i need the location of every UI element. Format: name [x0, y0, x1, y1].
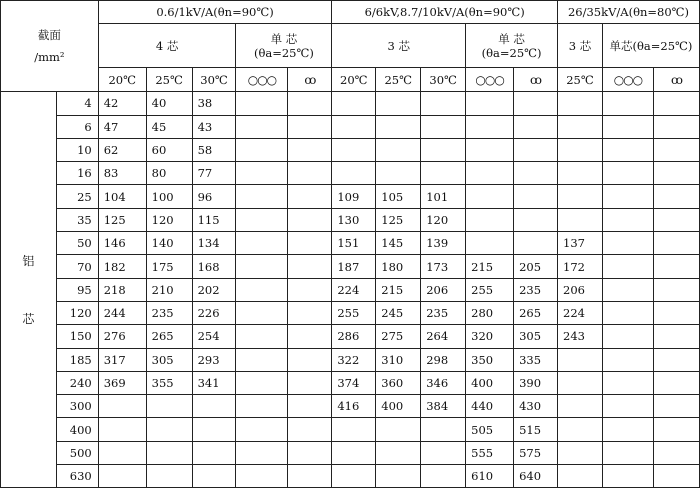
- ampacity-cell: 125: [98, 208, 146, 231]
- ampacity-cell: [376, 418, 421, 441]
- ampacity-cell: [653, 115, 699, 138]
- ampacity-cell: [236, 465, 288, 488]
- ampacity-cell: [421, 92, 466, 115]
- ampacity-cell: [421, 138, 466, 161]
- ampacity-cell: 416: [332, 395, 376, 418]
- ampacity-cell: [602, 232, 653, 255]
- g1-single-label: 单 芯: [270, 31, 298, 46]
- cross-section-cell: 300: [56, 395, 98, 418]
- ampacity-cell: [653, 232, 699, 255]
- ampacity-cell: [602, 371, 653, 394]
- ampacity-cell: 280: [466, 301, 514, 324]
- table-row: [1, 441, 700, 464]
- ampacity-cell: 125: [376, 208, 421, 231]
- ampacity-cell: [653, 465, 699, 488]
- ampacity-cell: 109: [332, 185, 376, 208]
- ampacity-cell: [514, 208, 558, 231]
- ampacity-cell: [653, 138, 699, 161]
- ampacity-cell: [602, 418, 653, 441]
- ampacity-cell: [602, 348, 653, 371]
- ampacity-cell: 430: [514, 395, 558, 418]
- ampacity-cell: 62: [98, 138, 146, 161]
- ampacity-cell: 276: [98, 325, 146, 348]
- ampacity-cell: 264: [421, 325, 466, 348]
- g2-single-temp: (θa=25℃): [481, 45, 542, 60]
- ampacity-cell: [98, 395, 146, 418]
- ampacity-cell: [236, 418, 288, 441]
- cross-section-cell: 120: [56, 301, 98, 324]
- ampacity-cell: 243: [558, 325, 603, 348]
- ampacity-cell: [466, 138, 514, 161]
- material-label-char: 铝: [22, 253, 35, 268]
- ampacity-cell: [332, 92, 376, 115]
- ampacity-cell: [236, 441, 288, 464]
- ampacity-cell: 104: [98, 185, 146, 208]
- ampacity-cell: 47: [98, 115, 146, 138]
- ampacity-cell: [558, 418, 603, 441]
- ampacity-cell: [236, 395, 288, 418]
- ampacity-cell: [421, 465, 466, 488]
- ampacity-cell: 440: [466, 395, 514, 418]
- ampacity-cell: 275: [376, 325, 421, 348]
- ampacity-cell: [288, 115, 332, 138]
- ampacity-cell: 293: [192, 348, 236, 371]
- ampacity-cell: [332, 138, 376, 161]
- ampacity-cell: 320: [466, 325, 514, 348]
- ampacity-cell: [146, 395, 192, 418]
- section-unit: /mm²: [34, 50, 65, 65]
- table-row: [1, 395, 700, 418]
- ampacity-cell: 134: [192, 232, 236, 255]
- ampacity-cell: 265: [514, 301, 558, 324]
- ampacity-cell: [602, 162, 653, 185]
- ampacity-cell: [602, 185, 653, 208]
- ampacity-cell: 60: [146, 138, 192, 161]
- ampacity-cell: [558, 115, 603, 138]
- ampacity-cell: 610: [466, 465, 514, 488]
- trefoil-formation-icon: ꝏ: [514, 68, 558, 92]
- g2-single-label: 单 芯: [498, 31, 525, 46]
- temp-header: 25℃: [376, 68, 421, 92]
- ampacity-cell: [236, 325, 288, 348]
- ampacity-cell: 298: [421, 348, 466, 371]
- temp-header: 25℃: [146, 68, 192, 92]
- ampacity-cell: [376, 162, 421, 185]
- ampacity-cell: 235: [514, 278, 558, 301]
- ampacity-cell: 384: [421, 395, 466, 418]
- ampacity-cell: 505: [466, 418, 514, 441]
- ampacity-cell: [558, 92, 603, 115]
- ampacity-cell: 140: [146, 232, 192, 255]
- ampacity-cell: 355: [146, 371, 192, 394]
- ampacity-cell: [288, 138, 332, 161]
- ampacity-cell: 235: [421, 301, 466, 324]
- ampacity-cell: 244: [98, 301, 146, 324]
- ampacity-cell: [602, 325, 653, 348]
- table-row: [1, 208, 700, 231]
- ampacity-cell: [236, 92, 288, 115]
- ampacity-cell: 224: [332, 278, 376, 301]
- ampacity-cell: [602, 278, 653, 301]
- ampacity-cell: [288, 278, 332, 301]
- table-row: [1, 138, 700, 161]
- ampacity-cell: 515: [514, 418, 558, 441]
- ampacity-cell: [288, 441, 332, 464]
- ampacity-cell: [558, 465, 603, 488]
- ampacity-cell: 235: [146, 301, 192, 324]
- ampacity-cell: 400: [376, 395, 421, 418]
- ampacity-cell: [602, 395, 653, 418]
- ampacity-cell: [376, 92, 421, 115]
- ampacity-cell: 555: [466, 441, 514, 464]
- ampacity-cell: [602, 441, 653, 464]
- ampacity-cell: [376, 115, 421, 138]
- ampacity-cell: 265: [146, 325, 192, 348]
- ampacity-cell: [602, 138, 653, 161]
- ampacity-cell: [146, 418, 192, 441]
- flat-formation-icon: ○○○: [236, 68, 288, 92]
- ampacity-cell: [466, 115, 514, 138]
- ampacity-cell: 139: [421, 232, 466, 255]
- table-row: [1, 325, 700, 348]
- ampacity-cell: [558, 371, 603, 394]
- ampacity-cell: 205: [514, 255, 558, 278]
- ampacity-cell: [653, 301, 699, 324]
- material-label-cell: [1, 92, 57, 488]
- ampacity-cell: 575: [514, 441, 558, 464]
- ampacity-cell: 105: [376, 185, 421, 208]
- ampacity-cell: [192, 395, 236, 418]
- ampacity-cell: 322: [332, 348, 376, 371]
- ampacity-cell: [236, 278, 288, 301]
- ampacity-cell: 215: [376, 278, 421, 301]
- ampacity-cell: 245: [376, 301, 421, 324]
- ampacity-cell: [376, 465, 421, 488]
- ampacity-cell: 369: [98, 371, 146, 394]
- ampacity-cell: [332, 465, 376, 488]
- ampacity-cell: [653, 208, 699, 231]
- section-header-cell: [1, 1, 99, 92]
- ampacity-cell: [288, 325, 332, 348]
- ampacity-cell: [236, 115, 288, 138]
- table-row: [1, 348, 700, 371]
- ampacity-cell: [332, 162, 376, 185]
- ampacity-cell: 310: [376, 348, 421, 371]
- ampacity-cell: [332, 115, 376, 138]
- ampacity-cell: [466, 185, 514, 208]
- ampacity-cell: 305: [514, 325, 558, 348]
- ampacity-cell: [466, 162, 514, 185]
- ampacity-cell: [332, 441, 376, 464]
- ampacity-cell: [466, 232, 514, 255]
- cross-section-cell: 25: [56, 185, 98, 208]
- ampacity-cell: 42: [98, 92, 146, 115]
- ampacity-cell: 640: [514, 465, 558, 488]
- ampacity-cell: 58: [192, 138, 236, 161]
- ampacity-cell: [653, 185, 699, 208]
- ampacity-cell: 206: [421, 278, 466, 301]
- ampacity-cell: 40: [146, 92, 192, 115]
- table-row: [1, 301, 700, 324]
- table-row: [1, 92, 700, 115]
- g2-3core-header: 3 芯: [332, 24, 466, 68]
- ampacity-cell: 215: [466, 255, 514, 278]
- ampacity-cell: 96: [192, 185, 236, 208]
- ampacity-cell: [146, 441, 192, 464]
- g2-single-header: [466, 24, 558, 68]
- ampacity-cell: [653, 278, 699, 301]
- ampacity-cell: [236, 162, 288, 185]
- g1-single-temp: (θa=25℃): [253, 45, 314, 60]
- ampacity-cell: [602, 301, 653, 324]
- cross-section-cell: 16: [56, 162, 98, 185]
- table-row: [1, 232, 700, 255]
- ampacity-cell: 101: [421, 185, 466, 208]
- ampacity-cell: [558, 348, 603, 371]
- ampacity-cell: [558, 208, 603, 231]
- ampacity-cell: [98, 441, 146, 464]
- table-row: [1, 371, 700, 394]
- temp-header: 30℃: [421, 68, 466, 92]
- ampacity-cell: [514, 138, 558, 161]
- section-label: 截面: [37, 28, 61, 43]
- ampacity-cell: [236, 208, 288, 231]
- ampacity-cell: 286: [332, 325, 376, 348]
- ampacity-cell: 335: [514, 348, 558, 371]
- ampacity-cell: [288, 185, 332, 208]
- group3-header: 26/35kV/A(θn=80℃): [558, 1, 700, 24]
- ampacity-cell: [514, 92, 558, 115]
- ampacity-cell: [236, 255, 288, 278]
- ampacity-cell: [466, 92, 514, 115]
- ampacity-cell: [653, 418, 699, 441]
- ampacity-cell: [558, 441, 603, 464]
- ampacity-cell: 224: [558, 301, 603, 324]
- group2-header: 6/6kV,8.7/10kV/A(θn=90℃): [332, 1, 558, 24]
- ampacity-cell: 120: [146, 208, 192, 231]
- ampacity-cell: [653, 348, 699, 371]
- ampacity-cell: 187: [332, 255, 376, 278]
- ampacity-cell: 145: [376, 232, 421, 255]
- ampacity-cell: 100: [146, 185, 192, 208]
- ampacity-cell: 206: [558, 278, 603, 301]
- ampacity-cell: [421, 441, 466, 464]
- ampacity-cell: [558, 162, 603, 185]
- ampacity-cell: [236, 348, 288, 371]
- ampacity-cell: [288, 255, 332, 278]
- ampacity-cell: [558, 395, 603, 418]
- ampacity-cell: [514, 115, 558, 138]
- ampacity-cell: [236, 371, 288, 394]
- flat-formation-icon: ○○○: [602, 68, 653, 92]
- ampacity-cell: 175: [146, 255, 192, 278]
- ampacity-cell: 374: [332, 371, 376, 394]
- ampacity-cell: [653, 441, 699, 464]
- ampacity-cell: [602, 115, 653, 138]
- ampacity-cell: 146: [98, 232, 146, 255]
- ampacity-cell: [236, 185, 288, 208]
- table-row: [1, 418, 700, 441]
- ampacity-cell: [558, 185, 603, 208]
- ampacity-cell: [192, 418, 236, 441]
- ampacity-cell: [332, 418, 376, 441]
- trefoil-formation-icon: ꝏ: [288, 68, 332, 92]
- ampacity-cell: [288, 92, 332, 115]
- ampacity-cell: 341: [192, 371, 236, 394]
- ampacity-cell: 255: [466, 278, 514, 301]
- ampacity-cell: 77: [192, 162, 236, 185]
- ampacity-cell: 360: [376, 371, 421, 394]
- ampacity-cell: 346: [421, 371, 466, 394]
- ampacity-cell: [466, 208, 514, 231]
- table-row: [1, 278, 700, 301]
- ampacity-cell: [514, 185, 558, 208]
- ampacity-cell: [602, 465, 653, 488]
- cross-section-cell: 4: [56, 92, 98, 115]
- ampacity-cell: 151: [332, 232, 376, 255]
- ampacity-cell: 180: [376, 255, 421, 278]
- ampacity-cell: [653, 92, 699, 115]
- ampacity-cell: [288, 465, 332, 488]
- ampacity-cell: 210: [146, 278, 192, 301]
- ampacity-cell: [421, 162, 466, 185]
- ampacity-cell: 168: [192, 255, 236, 278]
- temp-header: 30℃: [192, 68, 236, 92]
- ampacity-cell: [653, 325, 699, 348]
- trefoil-formation-icon: ꝏ: [653, 68, 699, 92]
- ampacity-cell: [236, 138, 288, 161]
- table-row: [1, 465, 700, 488]
- g1-4core-header: 4 芯: [98, 24, 236, 68]
- ampacity-cell: 218: [98, 278, 146, 301]
- ampacity-cell: 182: [98, 255, 146, 278]
- ampacity-cell: 400: [466, 371, 514, 394]
- g3-3core-header: 3 芯: [558, 24, 603, 68]
- ampacity-cell: 38: [192, 92, 236, 115]
- ampacity-cell: 120: [421, 208, 466, 231]
- ampacity-cell: 390: [514, 371, 558, 394]
- cross-section-cell: 70: [56, 255, 98, 278]
- ampacity-cell: [602, 208, 653, 231]
- ampacity-cell: 305: [146, 348, 192, 371]
- ampacity-cell: [558, 138, 603, 161]
- cross-section-cell: 150: [56, 325, 98, 348]
- material-label-char: 芯: [22, 311, 35, 326]
- cross-section-cell: 630: [56, 465, 98, 488]
- table-row: [1, 255, 700, 278]
- temp-header: 25℃: [558, 68, 603, 92]
- table-body: [1, 92, 700, 488]
- ampacity-cell: [288, 162, 332, 185]
- cross-section-cell: 35: [56, 208, 98, 231]
- ampacity-cell: [236, 301, 288, 324]
- ampacity-cell: 43: [192, 115, 236, 138]
- ampacity-cell: [653, 255, 699, 278]
- ampacity-cell: [653, 395, 699, 418]
- g1-single-header: [236, 24, 332, 68]
- ampacity-cell: [421, 115, 466, 138]
- cross-section-cell: 50: [56, 232, 98, 255]
- ampacity-cell: [288, 371, 332, 394]
- flat-formation-icon: ○○○: [466, 68, 514, 92]
- ampacity-cell: 137: [558, 232, 603, 255]
- cross-section-cell: 500: [56, 441, 98, 464]
- ampacity-cell: [98, 465, 146, 488]
- ampacity-cell: [376, 441, 421, 464]
- ampacity-cell: 226: [192, 301, 236, 324]
- table-row: [1, 185, 700, 208]
- ampacity-cell: [421, 418, 466, 441]
- ampacity-cell: 202: [192, 278, 236, 301]
- ampacity-cell: [288, 301, 332, 324]
- ampacity-cell: [602, 255, 653, 278]
- g3-single-header: 单芯(θa=25℃): [602, 24, 699, 68]
- ampacity-cell: [514, 232, 558, 255]
- ampacity-cell: [514, 162, 558, 185]
- ampacity-cell: [192, 441, 236, 464]
- group1-header: 0.6/1kV/A(θn=90℃): [98, 1, 332, 24]
- ampacity-cell: 83: [98, 162, 146, 185]
- ampacity-cell: 254: [192, 325, 236, 348]
- table-row: [1, 115, 700, 138]
- ampacity-cell: [288, 395, 332, 418]
- ampacity-cell: 255: [332, 301, 376, 324]
- cross-section-cell: 185: [56, 348, 98, 371]
- ampacity-cell: 317: [98, 348, 146, 371]
- cross-section-cell: 6: [56, 115, 98, 138]
- ampacity-cell: [653, 371, 699, 394]
- cross-section-cell: 400: [56, 418, 98, 441]
- ampacity-cell: 172: [558, 255, 603, 278]
- cross-section-cell: 95: [56, 278, 98, 301]
- ampacity-cell: [236, 232, 288, 255]
- temp-header: 20℃: [98, 68, 146, 92]
- ampacity-cell: 130: [332, 208, 376, 231]
- ampacity-cell: [288, 418, 332, 441]
- ampacity-cell: 80: [146, 162, 192, 185]
- ampacity-cell: [602, 92, 653, 115]
- ampacity-cell: [146, 465, 192, 488]
- ampacity-cell: [288, 348, 332, 371]
- ampacity-cell: [192, 465, 236, 488]
- ampacity-cell: 115: [192, 208, 236, 231]
- ampacity-cell: [376, 138, 421, 161]
- ampacity-cell: 173: [421, 255, 466, 278]
- table-row: [1, 162, 700, 185]
- cross-section-cell: 240: [56, 371, 98, 394]
- ampacity-cell: 350: [466, 348, 514, 371]
- cross-section-cell: 10: [56, 138, 98, 161]
- temp-header: 20℃: [332, 68, 376, 92]
- ampacity-cell: [288, 208, 332, 231]
- ampacity-cell: [98, 418, 146, 441]
- ampacity-cell: 45: [146, 115, 192, 138]
- ampacity-cell: [653, 162, 699, 185]
- ampacity-cell: [288, 232, 332, 255]
